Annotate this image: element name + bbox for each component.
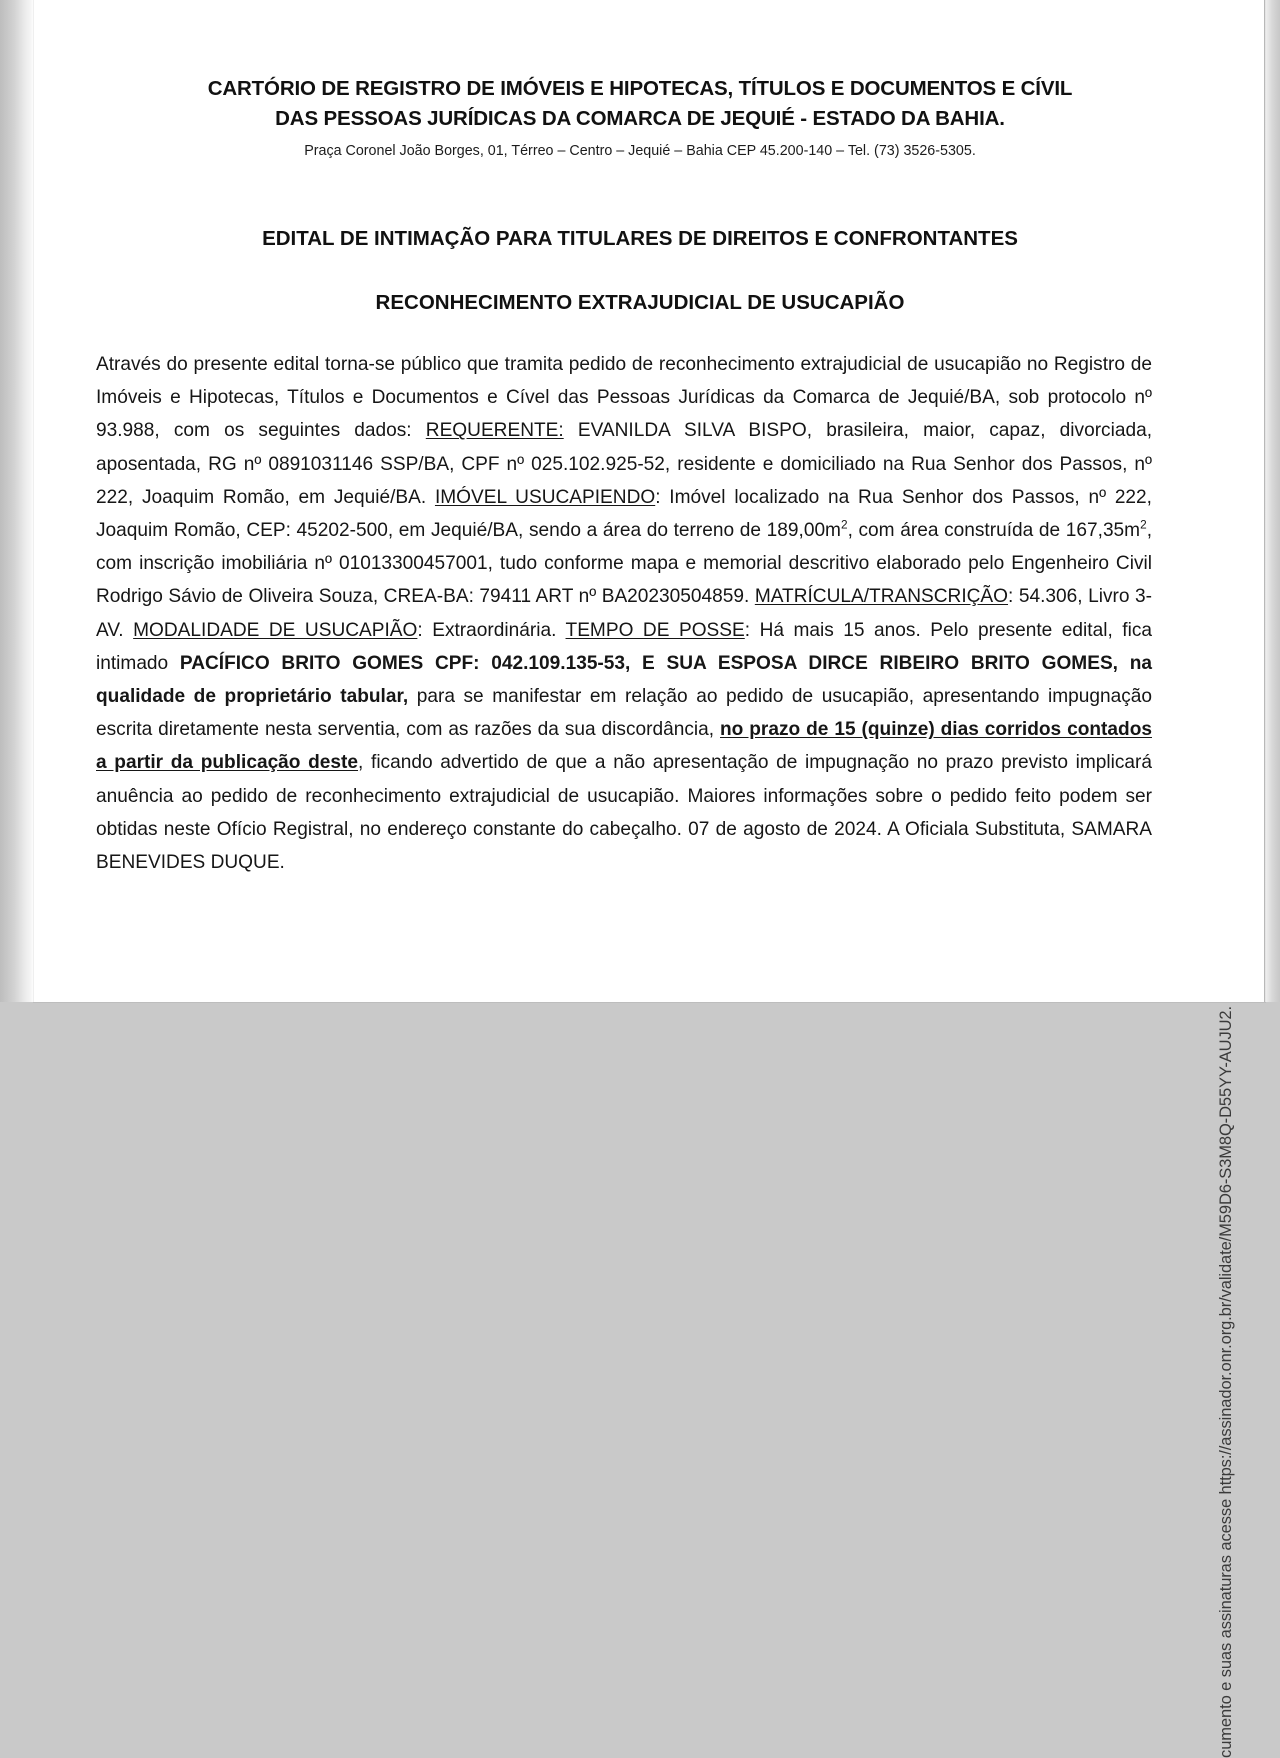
intimado-party-names: PACÍFICO BRITO GOMES CPF: 042.109.135-53, E SUA ESPOSA DIRCE RIBEIRO BRITO GOMES, na qualidade de proprietário tabular, xyxy=(96,652,1152,708)
deadline-emphasis: no prazo de 15 (quinze) dias corridos contados a partir da publicação deste xyxy=(96,719,1152,774)
edital-body-paragraph xyxy=(96,348,1152,879)
matricula-details: : 54.306, Livro 3-AV. xyxy=(96,586,1152,641)
title-block xyxy=(96,217,1184,318)
tempo-de-posse-details: : Há mais 15 anos. Pelo presente edital, fica intimado xyxy=(96,619,1152,674)
document-content xyxy=(96,0,1184,1002)
superscript-square-1: 2 xyxy=(840,517,848,532)
closing-text: , ficando advertido de que a não apresentação de impugnação no prazo previsto implicará anuência ao pedido de reconhecimento extrajudicial de usucapião. Maiores informações sobre o pedido feito podem ser obtidas neste Ofício Registral, no endereço constante do cabeçalho. 07 de agosto de 2024. A Oficiala Substituta, SAMARA BENEVIDES DUQUE. xyxy=(96,752,1153,874)
label-imovel-usucapiendo: IMÓVEL USUCAPIENDO xyxy=(434,486,656,508)
page-right-edge xyxy=(1264,0,1265,1002)
label-requerente: REQUERENTE: xyxy=(425,420,564,442)
requerente-details: EVANILDA SILVA BISPO, brasileira, maior, capaz, divorciada, aposentada, RG nº 0891031146 SSP/BA, CPF nº 025.102.925-52, residente e domiciliado na Rua Senhor dos Passos, nº 222, Joaquim Romão, em Jequié/BA. xyxy=(96,420,1153,508)
body-intro-text: Através do presente edital torna-se público que tramita pedido de reconhecimento extrajudicial de usucapião no Registro de Imóveis e Hipotecas, Títulos e Documentos e Cível das Pessoas Jurídicas da Comarca de Jequié/BA, sob protocolo nº 93.988, com os seguintes dados: xyxy=(96,354,1152,442)
document-page xyxy=(34,0,1265,1758)
validation-url-text[interactable]: cumento e suas assinaturas acesse https://assinador.onr.org.br/validate/M59D6-S3M8Q-D55YY-AUJU2. xyxy=(1217,1006,1235,1758)
superscript-square-2: 2 xyxy=(1140,517,1147,532)
imovel-details-part-3: , com inscrição imobiliária nº 01013300457001, tudo conforme mapa e memorial descritivo elaborado pelo Engenheiro Civil Rodrigo Sávio de Oliveira Souza, CREA-BA: 79411 ART nº BA20230504859. xyxy=(96,520,1152,608)
document-header xyxy=(96,0,1184,161)
digital-signature-stamp xyxy=(1217,0,1259,1758)
organization-address: Praça Coronel João Borges, 01, Térreo – Centro – Jequié – Bahia CEP 45.200-140 – Tel. (73) 3526-5305. xyxy=(304,143,976,159)
modalidade-details: : Extraordinária. xyxy=(417,619,566,641)
document-title: EDITAL DE INTIMAÇÃO PARA TITULARES DE DIREITOS E CONFRONTANTES xyxy=(262,227,1018,250)
manifestation-instructions: para se manifestar em relação ao pedido de usucapião, apresentando impugnação escrita diretamente nesta serventia, com as razões da sua discordância, xyxy=(96,686,1152,741)
imovel-details-part-1: : Imóvel localizado na Rua Senhor dos Passos, nº 222, Joaquim Romão, CEP: 45202-500, em Jequié/BA, sendo a área do terreno de 189,00m xyxy=(96,486,1152,542)
label-tempo-de-posse: TEMPO DE POSSE xyxy=(565,619,745,641)
label-modalidade-usucapiao: MODALIDADE DE USUCAPIÃO xyxy=(133,619,418,641)
label-matricula-transcricao: MATRÍCULA/TRANSCRIÇÃO xyxy=(754,586,1009,608)
document-subtitle: RECONHECIMENTO EXTRAJUDICIAL DE USUCAPIÃO xyxy=(375,291,905,314)
imovel-details-part-2: , com área construída de 167,35m xyxy=(847,520,1141,542)
organization-name-line-1: CARTÓRIO DE REGISTRO DE IMÓVEIS E HIPOTECAS, TÍTULOS E DOCUMENTOS E CÍVIL xyxy=(207,77,1073,100)
organization-name-line-2: DAS PESSOAS JURÍDICAS DA COMARCA DE JEQUIÉ - ESTADO DA BAHIA. xyxy=(275,107,1005,130)
